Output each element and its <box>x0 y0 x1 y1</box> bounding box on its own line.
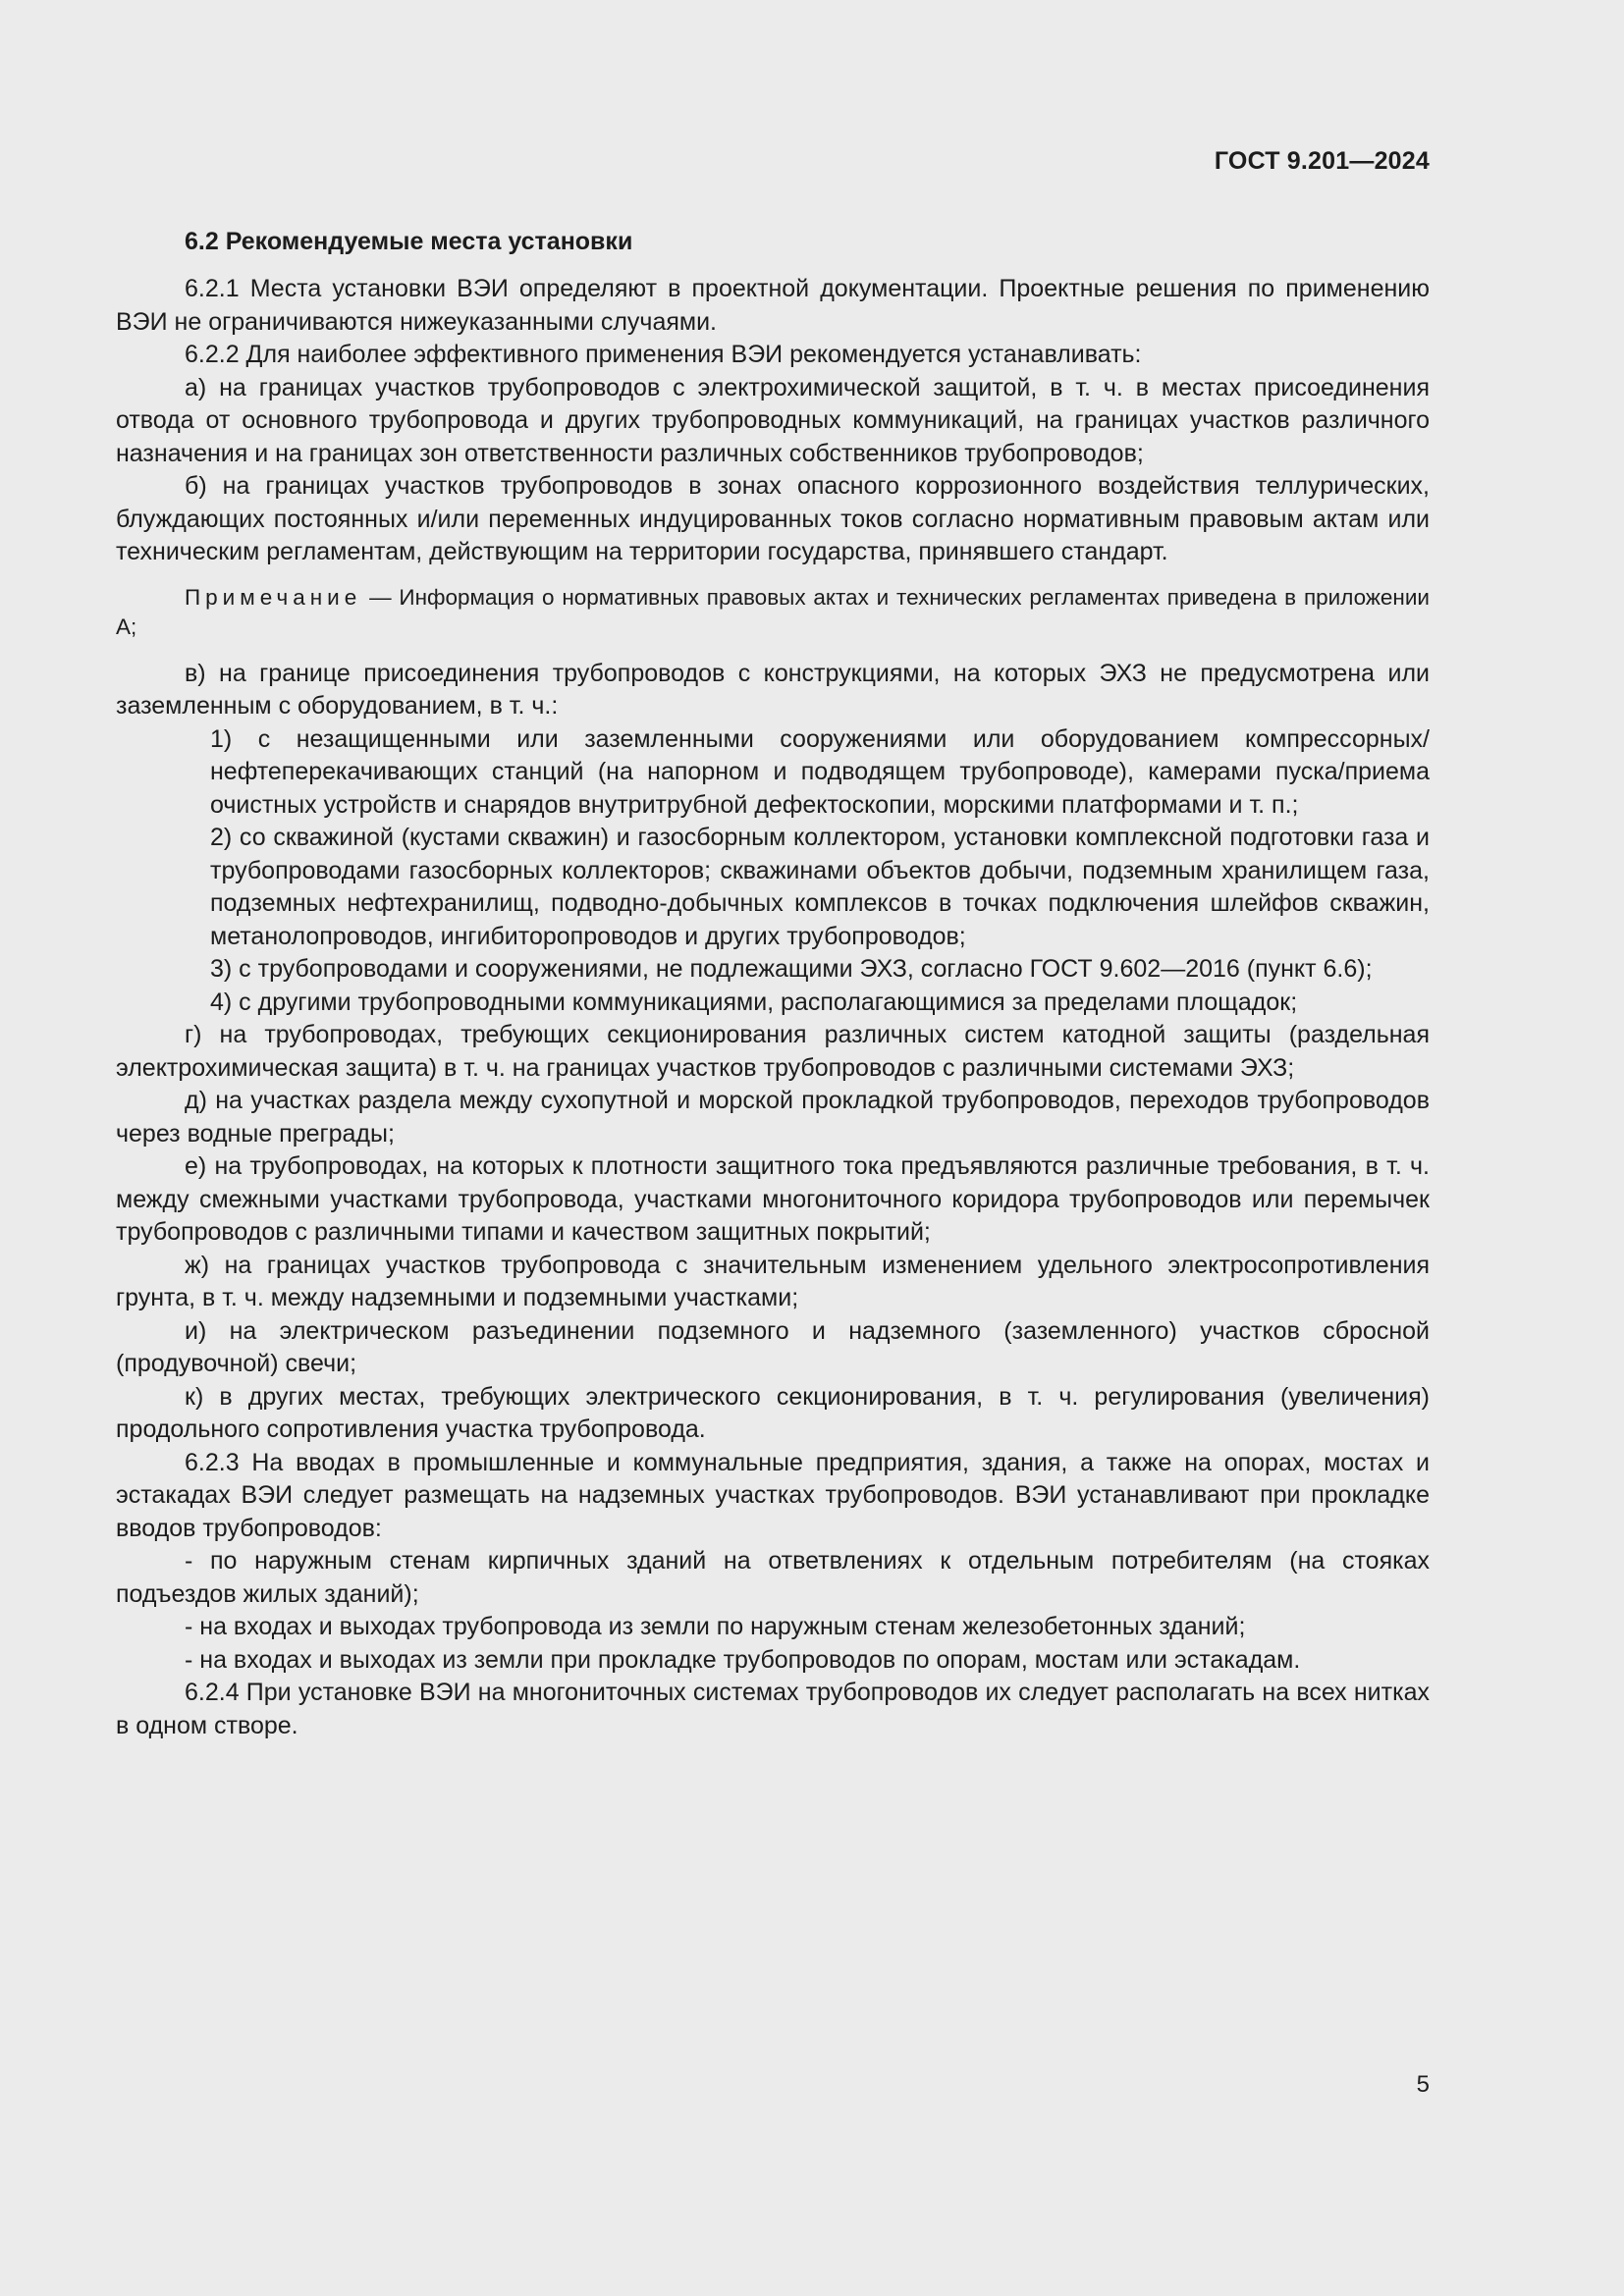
paragraph-6-2-3: 6.2.3 На вводах в промышленные и коммунальные предприятия, здания, а также на опорах, мостах и эстакадах ВЭИ следует размещать на надземных участках трубопроводов. ВЭИ устанавливают при прокладке вводов трубопроводов: <box>116 1448 1430 1542</box>
dash-item-1: - по наружным стенам кирпичных зданий на ответвлениях к отдельным потребителям (на стояках подъездов жилых зданий); <box>116 1547 1430 1608</box>
document-body <box>116 226 1430 1742</box>
note <box>116 583 1430 642</box>
paragraph-6-2-2: 6.2.2 Для наиболее эффективного применения ВЭИ рекомендуется устанавливать: <box>185 341 1142 368</box>
list-item-d: д) на участках раздела между сухопутной и морской прокладкой трубопроводов, переходов трубопроводов через водные преграды; <box>116 1087 1430 1148</box>
sub-item-2: 2) со скважиной (кустами скважин) и газосборным коллектором, установки комплексной подготовки газа и трубопроводами газосборных коллекторов; скважинами объектов добычи, подземным хранилищем газа, подземных нефтехранилищ, подводно-добычных комплексов в точках подключения шлейфов скважин, метанолопроводов, ингибиторопроводов и других трубопроводов; <box>210 824 1430 950</box>
page-number: 5 <box>1416 2071 1430 2098</box>
list-item-a: а) на границах участков трубопроводов с электрохимической защитой, в т. ч. в местах присоединения отвода от основного трубопровода и других трубопроводных коммуникаций, на границах участков различного назначения и на границах зон ответственности различных собственников трубопроводов; <box>116 373 1430 467</box>
note-label: Примечание <box>185 584 362 610</box>
list-item-b: б) на границах участков трубопроводов в зонах опасного коррозионного воздействия теллурических, блуждающих постоянных и/или переменных индуцированных токов согласно нормативным правовым актам или техническим регламентам, действующим на территории государства, принявшего стандарт. <box>116 472 1430 565</box>
list-item-k: к) в других местах, требующих электрического секционирования, в т. ч. регулирования (увеличения) продольного сопротивления участка трубопровода. <box>116 1382 1430 1443</box>
sub-item-3: 3) с трубопроводами и сооружениями, не подлежащими ЭХЗ, согласно ГОСТ 9.602—2016 (пункт 6.6); <box>210 955 1373 983</box>
list-item-v: в) на границе присоединения трубопроводов с конструкциями, на которых ЭХЗ не предусмотрена или заземленным с оборудованием, в т. ч.: <box>116 659 1430 720</box>
note-text: — Информация о нормативных правовых актах и технических регламентах приведена в приложении А; <box>116 584 1430 639</box>
list-item-i: и) на электрическом разъединении подземного и надземного (заземленного) участков сбросной (продувочной) свечи; <box>116 1316 1430 1377</box>
sub-item-1: 1) с незащищенными или заземленными сооружениями или оборудованием компрессорных/нефтеперекачивающих станций (на напорном и подводящем трубопроводе), камерами пуска/приема очистных устройств и снарядов внутритрубной дефектоскопии, морскими платформами и т. п.; <box>210 724 1430 819</box>
list-item-zh: ж) на границах участков трубопровода с значительным изменением удельного электросопротивления грунта, в т. ч. между надземными и подземными участками; <box>116 1251 1430 1311</box>
paragraph-6-2-1: 6.2.1 Места установки ВЭИ определяют в проектной документации. Проектные решения по применению ВЭИ не ограничиваются нижеуказанными случаями. <box>116 275 1430 336</box>
dash-item-3: - на входах и выходах из земли при прокладке трубопроводов по опорам, мостам или эстакадам. <box>185 1645 1301 1674</box>
dash-item-2: - на входах и выходах трубопровода из земли по наружным стенам железобетонных зданий; <box>185 1613 1246 1640</box>
paragraph-6-2-4: 6.2.4 При установке ВЭИ на многониточных системах трубопроводов их следует располагать на всех нитках в одном створе. <box>116 1679 1430 1739</box>
sub-item-4: 4) с другими трубопроводными коммуникациями, располагающимися за пределами площадок; <box>210 988 1298 1016</box>
list-item-g: г) на трубопроводах, требующих секционирования различных систем катодной защиты (раздельная электрохимическая защита) в т. ч. на границах участков трубопроводов с различными системами ЭХЗ; <box>116 1021 1430 1082</box>
section-title: 6.2 Рекомендуемые места установки <box>185 228 633 255</box>
list-item-e: е) на трубопроводах, на которых к плотности защитного тока предъявляются различные требования, в т. ч. между смежными участками трубопровода, участками многониточного коридора трубопроводов или перемычек трубопроводов с различными типами и качеством защитных покрытий; <box>116 1152 1430 1246</box>
document-header: ГОСТ 9.201—2024 <box>1214 147 1430 175</box>
